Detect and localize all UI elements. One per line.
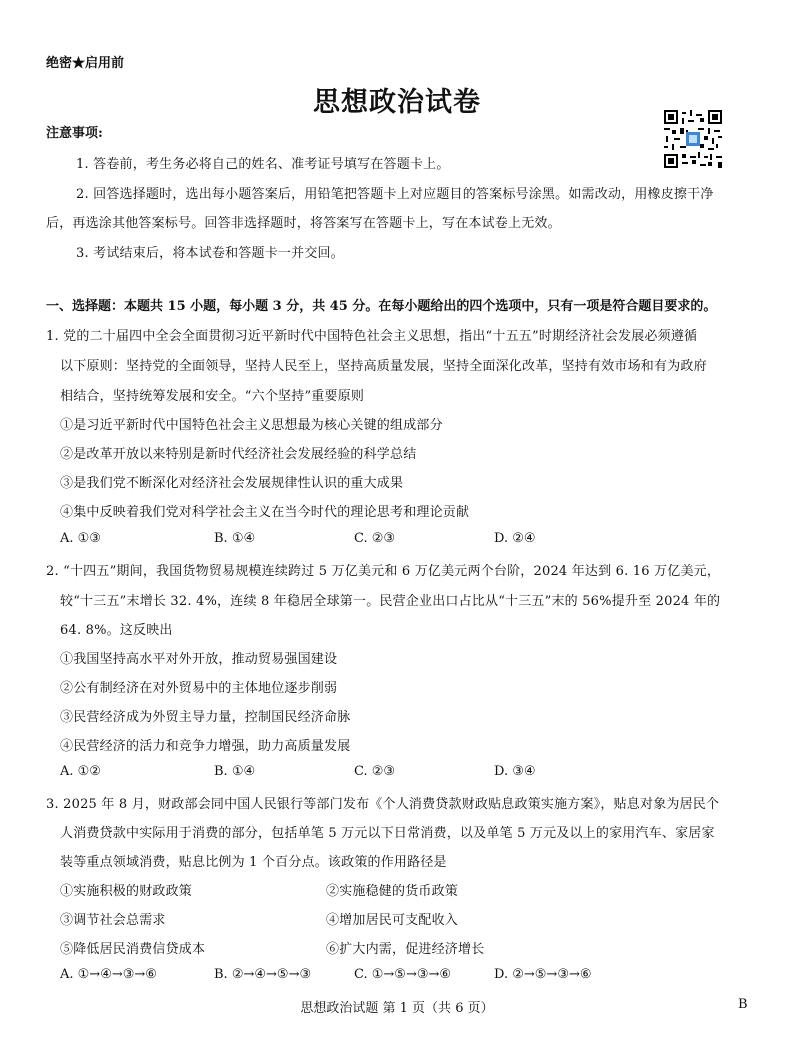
answer-option: B. ①④ (214, 764, 256, 779)
question-item: ④增加居民可支配收入 (326, 913, 459, 928)
secret-label: 绝密★启用前 (46, 56, 125, 71)
question-item: ④集中反映着我们党对科学社会主义在当今时代的理论思考和理论贡献 (60, 505, 470, 520)
question-item: ③是我们党不断深化对经济社会发展规律性认识的重大成果 (60, 476, 404, 491)
question-stem: 3. 2025 年 8 月，财政部会同中国人民银行等部门发布《个人消费贷款财政贴息政策实施方案》，贴息对象为居民个 (46, 797, 720, 812)
answer-option: A. ①→④→③→⑥ (60, 967, 157, 982)
notice-item: 3. 考试结束后，将本试卷和答题卡一并交回。 (76, 246, 344, 261)
question-stem: 相结合，坚持统筹发展和安全。“六个坚持”重要原则 (60, 389, 365, 404)
question-item: ③调节社会总需求 (60, 913, 166, 928)
notice-heading: 注意事项: (46, 126, 103, 141)
question-item: ②是改革开放以来特别是新时代经济社会发展经验的科学总结 (60, 447, 417, 462)
question-stem: 装等重点领域消费，贴息比例为 1 个百分点。该政策的作用路径是 (60, 855, 447, 870)
question-stem: 1. 党的二十届四中全会全面贯彻习近平新时代中国特色社会主义思想，指出“十五五”时期经济社会发展必须遵循 (46, 329, 698, 344)
question-item: ③民营经济成为外贸主导力量，控制国民经济命脉 (60, 710, 351, 725)
paper-version: B (738, 997, 748, 1012)
section-heading: 一、选择题：本题共 15 小题，每小题 3 分，共 45 分。在每小题给出的四个选项中，只有一项是符合题目要求的。 (46, 299, 717, 314)
notice-item: 后，再选涂其他答案标号。回答非选择题时，将答案写在答题卡上，写在本试卷上无效。 (46, 216, 561, 231)
answer-option: B. ②→④→⑤→③ (214, 967, 312, 982)
question-item: ①是习近平新时代中国特色社会主义思想最为核心关键的组成部分 (60, 418, 443, 433)
answer-option: D. ③④ (494, 764, 536, 779)
qr-code-icon (664, 110, 722, 168)
question-stem: 人消费贷款中实际用于消费的部分，包括单笔 5 万元以下日常消费，以及单笔 5 万元及以上的家用汽车、家居家 (60, 826, 715, 841)
notice-item: 1. 答卷前，考生务必将自己的姓名、准考证号填写在答题卡上。 (76, 157, 450, 172)
answer-option: B. ①④ (214, 531, 256, 546)
question-stem: 以下原则：坚持党的全面领导，坚持人民至上，坚持高质量发展，坚持全面深化改革，坚持有效市场和有为政府 (60, 359, 707, 374)
notice-item: 2. 回答选择题时，选出每小题答案后，用铅笔把答题卡上对应题目的答案标号涂黑。如需改动，用橡皮擦干净 (76, 187, 714, 202)
question-item: ④民营经济的活力和竞争力增强，助力高质量发展 (60, 739, 351, 754)
question-item: ②实施稳健的货币政策 (326, 884, 459, 899)
question-stem: 2. “十四五”期间，我国货物贸易规模连续跨过 5 万亿美元和 6 万亿美元两个台阶，2024 年达到 6. 16 万亿美元， (46, 564, 721, 579)
answer-option: C. ②③ (354, 764, 396, 779)
question-item: ⑤降低居民消费信贷成本 (60, 942, 206, 957)
answer-option: D. ②→⑤→③→⑥ (494, 967, 592, 982)
question-stem: 较“十三五”末增长 32. 4%，连续 8 年稳居全球第一。民营企业出口占比从“十三五”末的 56%提升至 2024 年的 (60, 594, 721, 609)
question-item: ⑥扩大内需，促进经济增长 (326, 942, 485, 957)
answer-option: A. ①② (60, 764, 101, 779)
page-footer: 思想政治试题 第 1 页（共 6 页） (300, 1001, 494, 1016)
answer-option: C. ②③ (354, 531, 396, 546)
question-item: ②公有制经济在对外贸易中的主体地位逐步削弱 (60, 681, 338, 696)
question-item: ①我国坚持高水平对外开放，推动贸易强国建设 (60, 652, 338, 667)
page-title: 思想政治试卷 (313, 87, 481, 118)
question-item: ①实施积极的财政政策 (60, 884, 193, 899)
question-stem: 64. 8%。这反映出 (60, 623, 173, 638)
answer-option: D. ②④ (494, 531, 536, 546)
answer-option: C. ①→⑤→③→⑥ (354, 967, 452, 982)
answer-option: A. ①③ (60, 531, 101, 546)
